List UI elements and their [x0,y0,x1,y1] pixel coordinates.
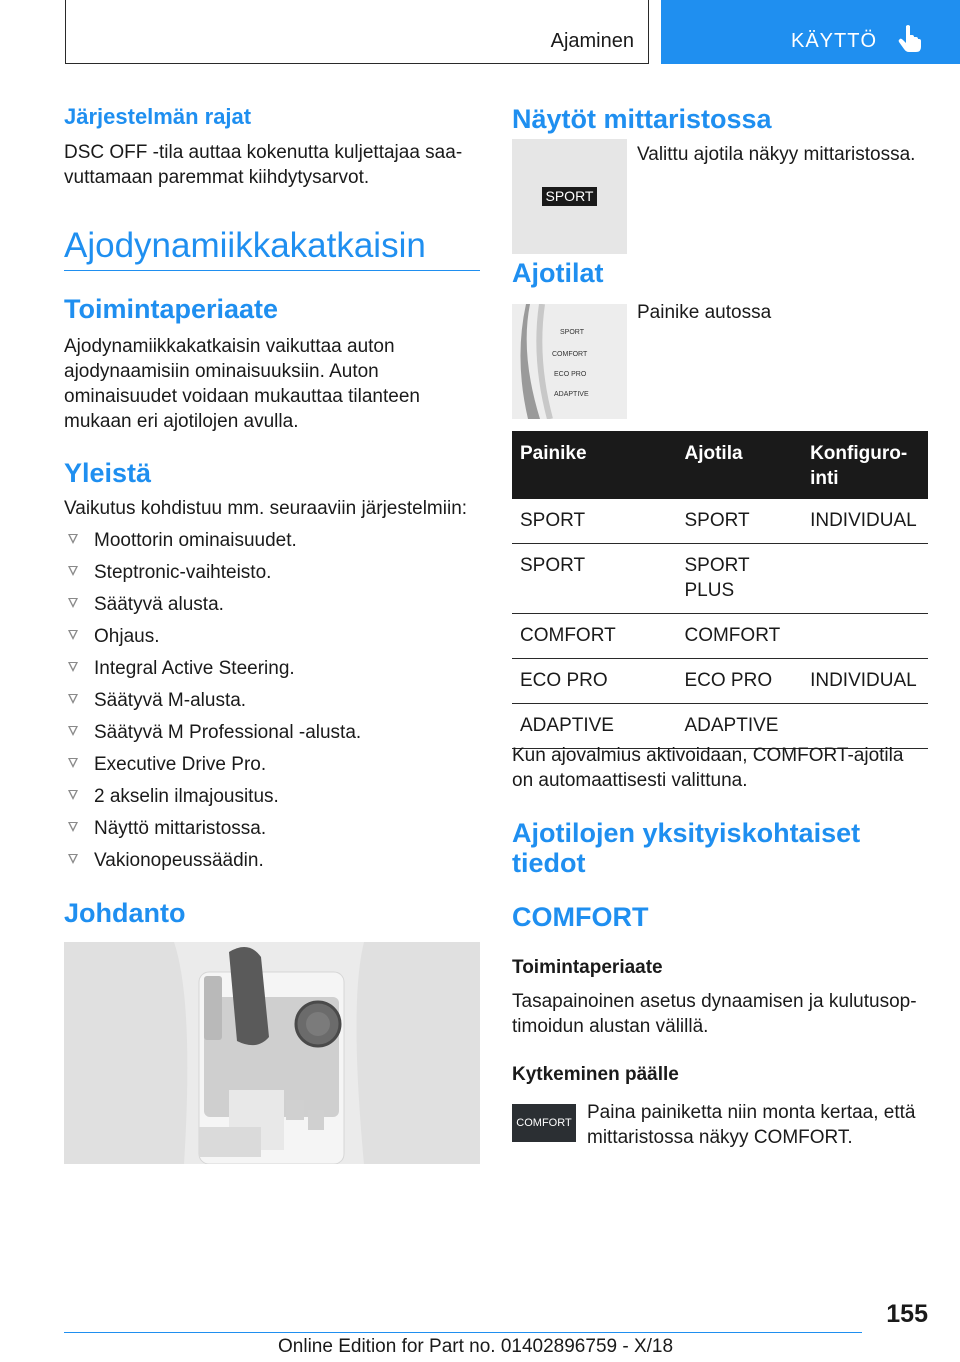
display-heading: Näytöt mittaristossa [512,104,772,134]
footer-rule [64,1332,862,1333]
triangle-bullet-icon [68,790,78,800]
limits-text: DSC OFF -tila auttaa kokenutta kuljettajaa saavuttamaan paremmat kiihdytysarvot. [64,142,463,188]
list-item: Executive Drive Pro. [64,752,480,784]
triangle-bullet-icon [68,694,78,704]
triangle-bullet-icon [68,822,78,832]
list-item: Säätyvä M-alusta. [64,688,480,720]
details-heading: Ajotilojen yksityiskohtaiset tiedot [512,818,861,878]
table-row [512,544,928,614]
table-cell: COMFORT [676,614,802,659]
principle-heading: Toimintaperiaate [64,294,279,324]
principle-text: Ajodynamiikkakatkaisin vaikuttaa auton ajodynaamisiin ominaisuuksiin. Auton ominaisuudet voidaan mukauttaa tilanteen mukaan eri ajotilojen avulla. [64,336,420,432]
general-text: Vaikutus kohdistuu mm. seuraaviin järjestelmiin: [64,498,468,519]
triangle-bullet-icon [68,726,78,736]
cluster-display-image [512,139,627,254]
default-mode-text: Kun ajovalmius aktivoidaan, COMFORT-ajotila on automaattisesti valittuna. [512,745,904,791]
table-row [512,499,928,544]
section-title: Ajaminen [550,30,634,52]
title-rule [64,270,480,271]
header-chapter-box [661,0,960,64]
main-title: Ajodynamiikkakatkaisin [64,226,426,265]
triangle-bullet-icon [68,630,78,640]
list-item: Ohjaus. [64,624,480,656]
general-heading: Yleistä [64,458,152,488]
triangle-bullet-icon [68,758,78,768]
triangle-bullet-icon [68,598,78,608]
comfort-on-text: Paina painiketta niin monta kertaa, että mittaristossa näkyy COMFORT. [587,1102,916,1148]
table-cell [802,704,928,749]
switch-label: ECO PRO [554,371,587,378]
list-item: Näyttö mittaristossa. [64,816,480,848]
table-cell: ECO PRO [512,659,676,704]
hand-pointer-icon [897,24,923,54]
intro-heading: Johdanto [64,898,186,928]
systems-list [64,528,480,880]
modes-heading: Ajotilat [512,258,604,288]
center-console-image [64,942,480,1164]
page-number: 155 [886,1300,928,1328]
mode-switch-graphic [512,304,627,419]
switch-label: COMFORT [552,351,588,358]
modes-table [512,431,928,749]
triangle-bullet-icon [68,566,78,576]
table-cell: ADAPTIVE [512,704,676,749]
table-row [512,704,928,749]
column-header: Konfigurointi [802,431,928,499]
switch-label: SPORT [560,329,584,336]
list-item: 2 akselin ilmajousitus. [64,784,480,816]
limits-heading: Järjestelmän rajat [64,104,252,129]
table-cell: SPORT PLUS [676,544,802,614]
list-item: Vakionopeussäädin. [64,848,480,880]
header-section-box [65,0,649,64]
table-row [512,614,928,659]
table-row [512,659,928,704]
table-cell: SPORT [512,544,676,614]
edition-footer: Online Edition for Part no. 01402896759 - X/18 [278,1336,674,1357]
table-cell: INDIVIDUAL [802,499,928,544]
list-item: Säätyvä alusta. [64,592,480,624]
list-item: Säätyvä M Professional -alusta. [64,720,480,752]
column-header: Ajotila [676,431,802,499]
switch-label: ADAPTIVE [554,391,589,398]
column-header: Painike [512,431,676,499]
table-cell: ADAPTIVE [676,704,802,749]
comfort-principle-heading: Toimintaperiaate [512,957,663,978]
table-header-row [512,431,928,499]
table-cell: SPORT [676,499,802,544]
display-text: Valittu ajotila näkyy mittaristossa. [637,144,916,165]
triangle-bullet-icon [68,534,78,544]
triangle-bullet-icon [68,662,78,672]
table-cell: COMFORT [512,614,676,659]
triangle-bullet-icon [68,854,78,864]
comfort-heading: COMFORT [512,902,649,932]
comfort-badge-image: COMFORT [512,1104,576,1142]
chapter-title: KÄYTTÖ [791,30,878,52]
modes-text: Painike autossa [637,302,772,323]
comfort-on-heading: Kytkeminen päälle [512,1064,679,1085]
list-item: Integral Active Steering. [64,656,480,688]
mode-switch-image [512,304,627,419]
table-cell: ECO PRO [676,659,802,704]
list-item: Moottorin ominaisuudet. [64,528,480,560]
table-cell: INDIVIDUAL [802,659,928,704]
table-cell [802,544,928,614]
table-cell [802,614,928,659]
table-cell: SPORT [512,499,676,544]
sport-badge: SPORT [542,187,597,206]
comfort-principle-text: Tasapainoinen asetus dynaamisen ja kulutusoptimoidun alustan välillä. [512,991,917,1037]
list-item: Steptronic-vaihteisto. [64,560,480,592]
